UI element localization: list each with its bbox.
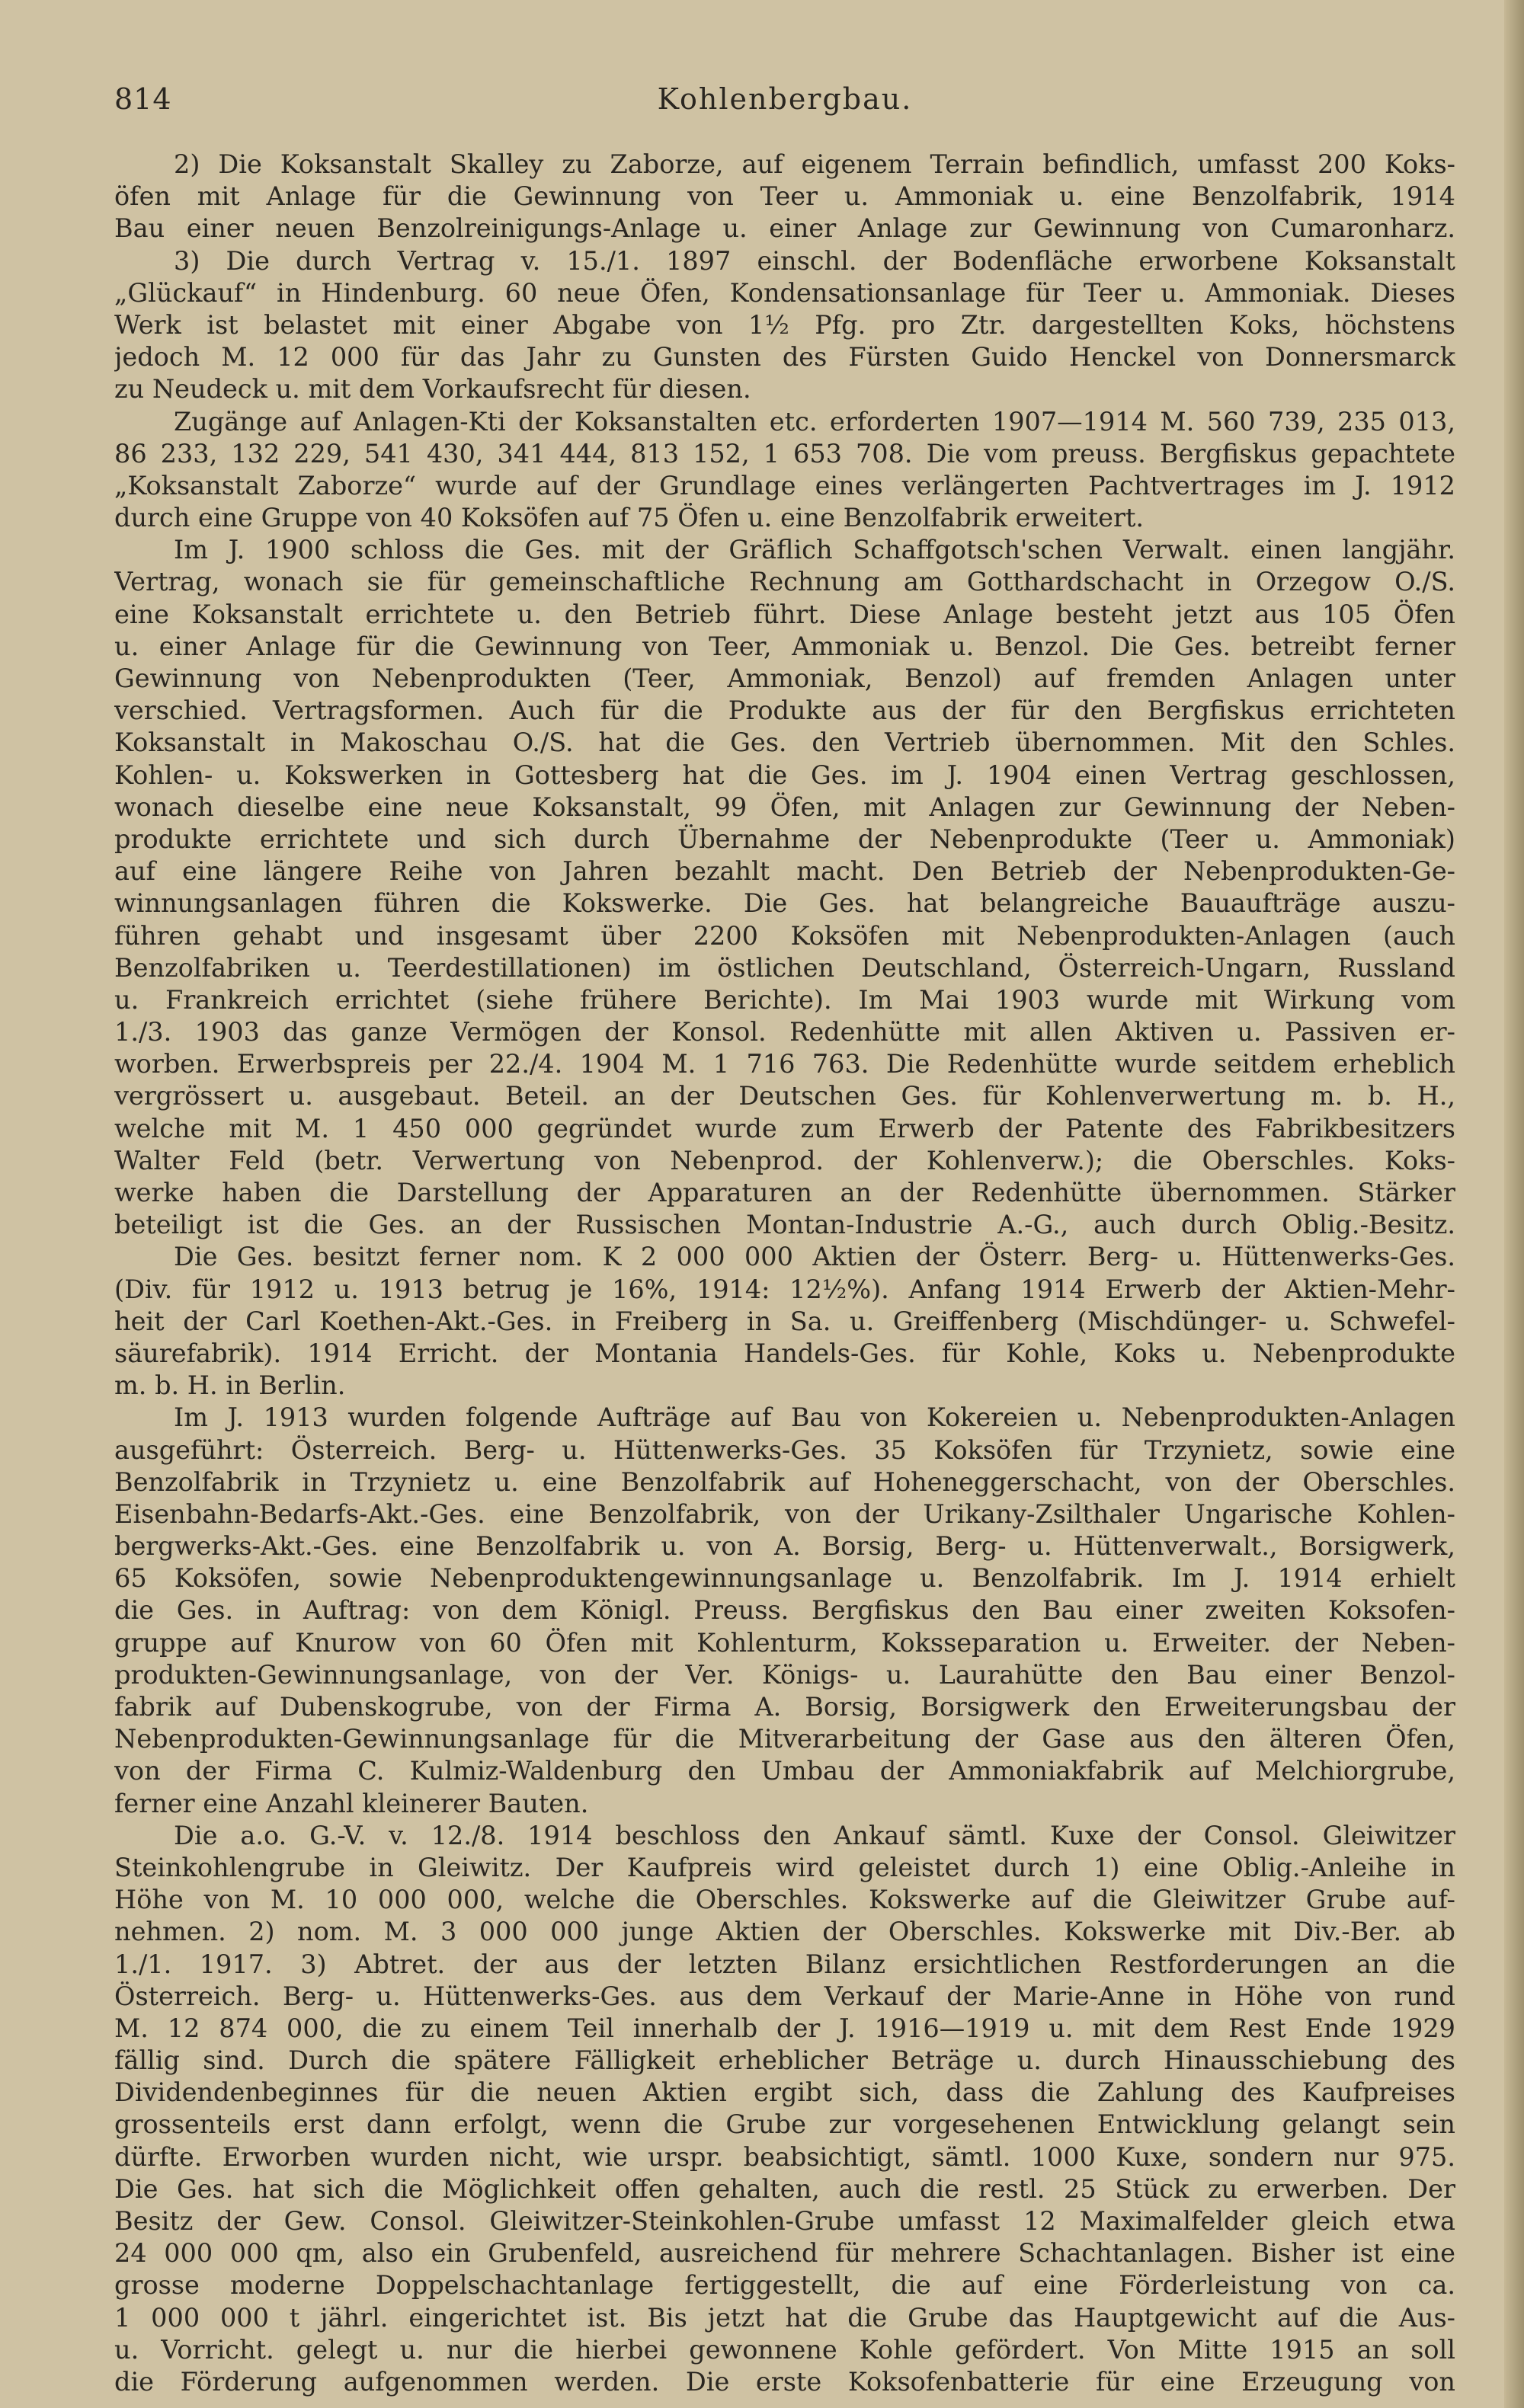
text-line: Zugänge auf Anlagen-Kti der Koksanstalten etc. erforderten 1907—1914 M. 560 739, 235 013, [174,406,1455,437]
text-line: welche mit M. 1 450 000 gegründet wurde zum Erwerb der Patente des Fabrikbesitzers [114,1113,1455,1143]
text-line: u. Frankreich errichtet (siehe frühere Berichte). Im Mai 1903 wurde mit Wirkung vom [114,984,1455,1015]
text-line: 3) Die durch Vertrag v. 15./1. 1897 einschl. der Bodenfläche erworbene Koksanstalt [174,245,1455,276]
text-line: 1./1. 1917. 3) Abtret. der aus der letzten Bilanz ersichtlichen Restforderungen an die [114,1949,1455,1979]
text-line: Vertrag, wonach sie für gemeinschaftliche Rechnung am Gotthardschacht in Orzegow O./S. [114,567,1455,597]
text-line: Dividendenbeginnes für die neuen Aktien ergibt sich, dass die Zahlung des Kaufpreises [114,2077,1455,2108]
text-line: 65 Koksöfen, sowie Nebenproduktengewinnungsanlage u. Benzolfabrik. Im J. 1914 erhielt [114,1563,1455,1594]
text-line: M. 12 874 000, die zu einem Teil innerhalb der J. 1916—1919 u. mit dem Rest Ende 1929 [114,2013,1455,2043]
text-line: Österreich. Berg- u. Hüttenwerks-Ges. aus dem Verkauf der Marie-Anne in Höhe von rund [114,1981,1455,2011]
text-line: worben. Erwerbspreis per 22./4. 1904 M. 1 716 763. Die Redenhütte wurde seitdem erheblich [114,1049,1455,1079]
running-title: Kohlenbergbau. [657,82,913,116]
text-line: Die Ges. hat sich die Möglichkeit offen gehalten, auch die restl. 25 Stück zu erwerben. Der [114,2173,1455,2204]
text-line: bergwerks-Akt.-Ges. eine Benzolfabrik u. von A. Borsig, Berg- u. Hüttenverwalt., Borsigwerk, [114,1531,1455,1562]
text-line: fabrik auf Dubenskogrube, von der Firma A. Borsig, Borsigwerk den Erweiterungsbau der [114,1692,1455,1722]
text-line: Besitz der Gew. Consol. Gleiwitzer-Steinkohlen-Grube umfasst 12 Maximalfelder gleich etwa [114,2206,1455,2236]
page-header [114,82,1455,128]
text-line: Benzolfabriken u. Teerdestillationen) im östlichen Deutschland, Österreich-Ungarn, Russland [114,952,1455,983]
text-line: fällig sind. Durch die spätere Fälligkeit erheblicher Beträge u. durch Hinausschiebung des [114,2045,1455,2076]
text-line: „Glückauf“ in Hindenburg. 60 neue Öfen, Kondensationsanlage für Teer u. Ammoniak. Dieses [114,277,1455,308]
text-line: 24 000 000 qm, also ein Grubenfeld, ausreichend für mehrere Schachtanlagen. Bisher ist eine [114,2238,1455,2269]
text-line: Benzolfabrik in Trzynietz u. eine Benzolfabrik auf Hoheneggerschacht, von der Oberschles. [114,1466,1455,1497]
text-line: Walter Feld (betr. Verwertung von Nebenprod. der Kohlenverw.); die Oberschles. Koks- [114,1145,1455,1175]
text-line: Nebenprodukten-Gewinnungsanlage für die Mitverarbeitung der Gase aus den älteren Öfen, [114,1724,1455,1754]
text-line: Bau einer neuen Benzolreinigungs-Anlage u. einer Anlage zur Gewinnung von Cumaronharz. [114,213,1455,244]
text-line: von der Firma C. Kulmiz-Waldenburg den Umbau der Ammoniakfabrik auf Melchiorgrube, [114,1756,1455,1786]
text-line: Im J. 1913 wurden folgende Aufträge auf Bau von Kokereien u. Nebenprodukten-Anlagen [174,1402,1455,1433]
text-line: Die Ges. besitzt ferner nom. K 2 000 000 Aktien der Österr. Berg- u. Hüttenwerks-Ges. [174,1242,1455,1272]
text-line: grosse moderne Doppelschachtanlage fertiggestellt, die auf eine Förderleistung von ca. [114,2270,1455,2301]
text-line: Die a.o. G.-V. v. 12./8. 1914 beschloss den Ankauf sämtl. Kuxe der Consol. Gleiwitzer [174,1820,1455,1850]
text-line: (Div. für 1912 u. 1913 betrug je 16%, 1914: 12½%). Anfang 1914 Erwerb der Aktien-Mehr- [114,1274,1455,1304]
body-text [114,149,1455,2398]
text-line: Eisenbahn-Bedarfs-Akt.-Ges. eine Benzolfabrik, von der Urikany-Zsilthaler Ungarische Kohlen- [114,1498,1455,1529]
text-line: Gewinnung von Nebenprodukten (Teer, Ammoniak, Benzol) auf fremden Anlagen unter [114,664,1455,693]
text-line: gruppe auf Knurow von 60 Öfen mit Kohlenturm, Koksseparation u. Erweiter. der Neben- [114,1627,1455,1658]
text-line: 1 000 000 t jährl. eingerichtet ist. Bis jetzt hat die Grube das Hauptgewicht auf die Aus- [114,2302,1455,2333]
text-line: jedoch M. 12 000 für das Jahr zu Gunsten des Fürsten Guido Henckel von Donnersmarck [114,342,1455,373]
text-line: die Förderung aufgenommen werden. Die erste Koksofenbatterie für eine Erzeugung von [114,2366,1455,2397]
text-line: 86 233, 132 229, 541 430, 341 444, 813 152, 1 653 708. Die vom preuss. Bergfiskus gepachtete [114,438,1455,468]
text-line: wonach dieselbe eine neue Koksanstalt, 99 Öfen, mit Anlagen zur Gewinnung der Neben- [114,791,1455,822]
text-line: ausgeführt: Österreich. Berg- u. Hüttenwerks-Ges. 35 Koksöfen für Trzynietz, sowie eine [114,1434,1455,1465]
text-line: u. einer Anlage für die Gewinnung von Teer, Ammoniak u. Benzol. Die Ges. betreibt ferner [114,631,1455,661]
page-number: 814 [114,82,172,116]
text-line: „Koksanstalt Zaborze“ wurde auf der Grundlage eines verlängerten Pachtvertrages im J. 1912 [114,470,1455,500]
text-line: öfen mit Anlage für die Gewinnung von Teer u. Ammoniak u. eine Benzolfabrik, 1914 [114,181,1455,212]
text-line: auf eine längere Reihe von Jahren bezahlt macht. Den Betrieb der Nebenprodukten-Ge- [114,856,1455,887]
text-line: beteiligt ist die Ges. an der Russischen Montan-Industrie A.-G., auch durch Oblig.-Besitz. [114,1210,1455,1240]
text-line: nehmen. 2) nom. M. 3 000 000 junge Aktien der Oberschles. Kokswerke mit Div.-Ber. ab [114,1917,1455,1947]
text-line: Koksanstalt in Makoschau O./S. hat die Ges. den Vertrieb übernommen. Mit den Schles. [114,728,1455,758]
text-line: produkten-Gewinnungsanlage, von der Ver. Königs- u. Laurahütte den Bau einer Benzol- [114,1659,1455,1690]
text-line: Werk ist belastet mit einer Abgabe von 1½ Pfg. pro Ztr. dargestellten Koks, höchstens [114,309,1455,340]
text-line: die Ges. in Auftrag: von dem Königl. Preuss. Bergfiskus den Bau einer zweiten Koksofen- [114,1595,1455,1626]
text-line: durch eine Gruppe von 40 Koksöfen auf 75 Öfen u. eine Benzolfabrik erweitert. [114,503,1145,533]
text-line: u. Vorricht. gelegt u. nur die hierbei gewonnene Kohle gefördert. Von Mitte 1915 an soll [114,2334,1455,2365]
text-line: Höhe von M. 10 000 000, welche die Oberschles. Kokswerke auf die Gleiwitzer Grube auf- [114,1885,1455,1915]
text-line: zu Neudeck u. mit dem Vorkaufsrecht für diesen. [114,374,751,405]
text-line: grossenteils erst dann erfolgt, wenn die Grube zur vorgesehenen Entwicklung gelangt sein [114,2109,1455,2140]
page-edge-shadow [1504,0,1524,2408]
text-line: m. b. H. in Berlin. [114,1370,346,1401]
text-line: ferner eine Anzahl kleinerer Bauten. [114,1788,589,1818]
text-line: verschied. Vertragsformen. Auch für die Produkte aus der für den Bergfiskus errichteten [114,696,1455,726]
text-line: 2) Die Koksanstalt Skalley zu Zaborze, auf eigenem Terrain befindlich, umfasst 200 Koks- [174,149,1455,179]
text-line: eine Koksanstalt errichtete u. den Betrieb führt. Diese Anlage besteht jetzt aus 105 Öfen [114,599,1455,629]
text-line: führen gehabt und insgesamt über 2200 Koksöfen mit Nebenprodukten-Anlagen (auch [114,920,1455,951]
text-line: winnungsanlagen führen die Kokswerke. Die Ges. hat belangreiche Bauaufträge auszu- [114,888,1455,919]
text-line: Im J. 1900 schloss die Ges. mit der Gräflich Schaffgotsch'schen Verwalt. einen langjähr. [174,535,1455,565]
text-line: werke haben die Darstellung der Apparaturen an der Redenhütte übernommen. Stärker [114,1178,1455,1207]
text-line: dürfte. Erworben wurden nicht, wie urspr. beabsichtigt, sämtl. 1000 Kuxe, sondern nur 975. [114,2141,1455,2172]
text-line: vergrössert u. ausgebaut. Beteil. an der Deutschen Ges. für Kohlenverwertung m. b. H., [114,1081,1455,1111]
text-line: 1./3. 1903 das ganze Vermögen der Konsol. Redenhütte mit allen Aktiven u. Passiven er- [114,1017,1455,1047]
text-line: säurefabrik). 1914 Erricht. der Montania Handels-Ges. für Kohle, Koks u. Nebenprodukte [114,1338,1455,1368]
text-line: produkte errichtete und sich durch Übernahme der Nebenprodukte (Teer u. Ammoniak) [114,823,1455,854]
text-line: Steinkohlengrube in Gleiwitz. Der Kaufpreis wird geleistet durch 1) eine Oblig.-Anleihe in [114,1852,1455,1882]
text-line: heit der Carl Koethen-Akt.-Ges. in Freiberg in Sa. u. Greiffenberg (Mischdünger- u. Schwefel- [114,1306,1455,1336]
text-line: Kohlen- u. Kokswerken in Gottesberg hat die Ges. im J. 1904 einen Vertrag geschlossen, [114,759,1455,790]
